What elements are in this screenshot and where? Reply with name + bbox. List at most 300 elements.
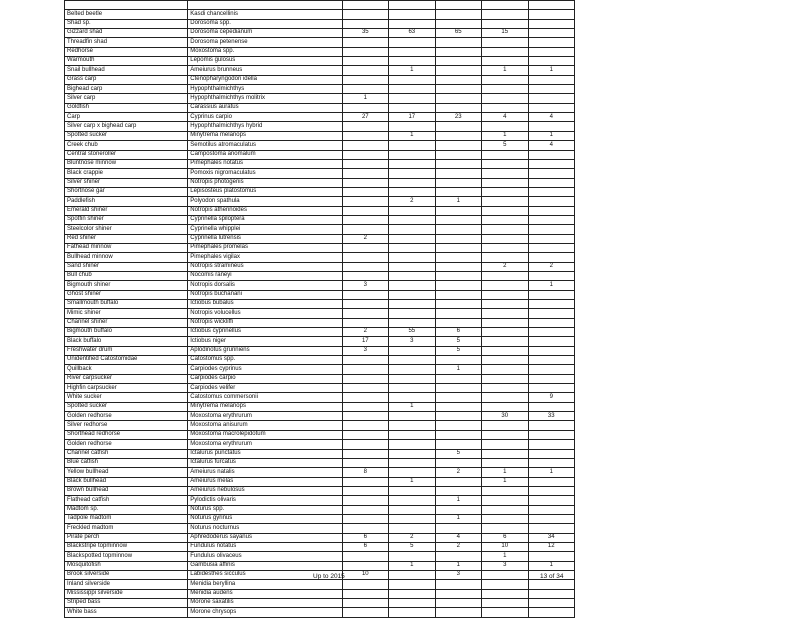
count-cell — [528, 608, 575, 617]
table-row — [65, 458, 575, 467]
scientific-name-cell: Menidia audens — [188, 589, 342, 598]
count-cell — [389, 75, 435, 84]
common-name-cell: Madtom sp. — [65, 505, 188, 514]
count-cell — [435, 215, 481, 224]
scientific-name-cell: Ameiurus nebulosus — [188, 486, 342, 495]
count-cell — [389, 122, 435, 131]
count-cell — [528, 421, 575, 430]
count-cell: 6 — [342, 542, 388, 551]
table-row — [65, 300, 575, 309]
table-row — [65, 94, 575, 103]
count-cell — [435, 589, 481, 598]
common-name-cell: Flathead catfish — [65, 496, 188, 505]
table-row — [65, 243, 575, 252]
count-cell — [389, 215, 435, 224]
count-cell — [528, 47, 575, 56]
count-cell — [389, 290, 435, 299]
table-row — [65, 281, 575, 290]
count-cell — [389, 178, 435, 187]
table-row — [65, 253, 575, 262]
count-cell — [389, 458, 435, 467]
count-cell: 9 — [528, 393, 575, 402]
common-name-cell: Brown bullhead — [65, 486, 188, 495]
count-cell — [482, 328, 528, 337]
scientific-name-cell: Carpiodes cyprinus — [188, 365, 342, 374]
common-name-cell: Shorthead redhorse — [65, 430, 188, 439]
scientific-name-cell: Carpiodes carpio — [188, 374, 342, 383]
count-cell — [528, 122, 575, 131]
scientific-name-cell: Carpiodes velifer — [188, 384, 342, 393]
common-name-cell: Blue catfish — [65, 458, 188, 467]
count-cell: 5 — [482, 141, 528, 150]
count-cell: 6 — [342, 533, 388, 542]
count-cell — [482, 374, 528, 383]
count-cell — [435, 430, 481, 439]
count-cell — [528, 356, 575, 365]
count-cell — [389, 496, 435, 505]
table-row — [65, 225, 575, 234]
count-cell — [528, 365, 575, 374]
count-cell — [482, 234, 528, 243]
table-row — [65, 38, 575, 47]
scientific-name-cell: Minytrema melanops — [188, 131, 342, 140]
common-name-cell: Goldfish — [65, 103, 188, 112]
count-cell — [342, 477, 388, 486]
scientific-name-cell — [188, 1, 342, 10]
scientific-name-cell: Ictalurus furcatus — [188, 458, 342, 467]
table-row — [65, 514, 575, 523]
count-cell: 1 — [389, 477, 435, 486]
count-cell — [435, 309, 481, 318]
count-cell — [342, 10, 388, 19]
count-cell — [482, 103, 528, 112]
common-name-cell: Silver carp x bighead carp — [65, 122, 188, 131]
scientific-name-cell: Kasdi chancellinis — [188, 10, 342, 19]
table-row — [65, 580, 575, 589]
scientific-name-cell: Notropis photogenis — [188, 178, 342, 187]
count-cell — [435, 19, 481, 28]
count-cell — [435, 505, 481, 514]
scientific-name-cell: Cyprinella lutrensis — [188, 234, 342, 243]
scientific-name-cell: Polyodon spathula — [188, 197, 342, 206]
count-cell — [342, 430, 388, 439]
table-row — [65, 234, 575, 243]
count-cell — [482, 271, 528, 280]
count-cell — [528, 458, 575, 467]
count-cell — [389, 421, 435, 430]
count-cell — [435, 290, 481, 299]
count-cell — [482, 290, 528, 299]
count-cell: 1 — [435, 561, 481, 570]
table-row — [65, 113, 575, 122]
count-cell — [389, 430, 435, 439]
count-cell — [435, 131, 481, 140]
count-cell — [435, 103, 481, 112]
footer-date: Up to 2015 — [313, 573, 345, 580]
count-cell — [528, 159, 575, 168]
count-cell: 1 — [482, 66, 528, 75]
count-cell — [482, 243, 528, 252]
count-cell — [389, 253, 435, 262]
count-cell — [482, 356, 528, 365]
scientific-name-cell: Ameiurus brunneus — [188, 66, 342, 75]
count-cell — [389, 468, 435, 477]
count-cell — [435, 94, 481, 103]
common-name-cell: Mississippi silverside — [65, 589, 188, 598]
count-cell — [528, 215, 575, 224]
common-name-cell: Unidentified Catostomidae — [65, 356, 188, 365]
count-cell — [435, 243, 481, 252]
count-cell — [482, 570, 528, 579]
count-cell: 15 — [482, 29, 528, 38]
count-cell — [482, 599, 528, 608]
table-row — [65, 206, 575, 215]
count-cell — [482, 486, 528, 495]
scientific-name-cell: Notropis wickliffi — [188, 318, 342, 327]
scientific-name-cell: Dorosoma spp. — [188, 19, 342, 28]
table-row — [65, 533, 575, 542]
count-cell — [435, 75, 481, 84]
count-cell — [435, 421, 481, 430]
scientific-name-cell: Pimephales vigilax — [188, 253, 342, 262]
table-row — [65, 496, 575, 505]
table-row — [65, 599, 575, 608]
count-cell — [482, 440, 528, 449]
count-cell — [528, 524, 575, 533]
count-cell — [342, 169, 388, 178]
count-cell — [389, 570, 435, 579]
scientific-name-cell: Campostoma anomalum — [188, 150, 342, 159]
count-cell — [435, 608, 481, 617]
table-row — [65, 608, 575, 617]
count-cell — [342, 599, 388, 608]
count-cell — [342, 141, 388, 150]
count-cell: 23 — [435, 113, 481, 122]
common-name-cell: Warmouth — [65, 57, 188, 66]
count-cell — [482, 10, 528, 19]
count-cell: 3 — [342, 346, 388, 355]
count-cell — [482, 449, 528, 458]
count-cell — [528, 514, 575, 523]
count-cell — [342, 580, 388, 589]
table-row — [65, 412, 575, 421]
scientific-name-cell: Dorosoma cepedianum — [188, 29, 342, 38]
count-cell — [482, 524, 528, 533]
count-cell: 8 — [342, 468, 388, 477]
count-cell — [389, 10, 435, 19]
common-name-cell: Central stoneroller — [65, 150, 188, 159]
count-cell — [435, 169, 481, 178]
count-cell — [389, 57, 435, 66]
scientific-name-cell: Noturus nocturnus — [188, 524, 342, 533]
count-cell — [389, 281, 435, 290]
common-name-cell: Striped bass — [65, 599, 188, 608]
count-cell — [528, 589, 575, 598]
count-cell — [482, 496, 528, 505]
scientific-name-cell: Semotilus atromaculatus — [188, 141, 342, 150]
scientific-name-cell: Pylodictis olivaris — [188, 496, 342, 505]
count-cell: 4 — [435, 533, 481, 542]
count-cell — [389, 309, 435, 318]
table-row — [65, 131, 575, 140]
table-row — [65, 589, 575, 598]
count-cell: 2 — [435, 542, 481, 551]
count-cell: 1 — [435, 365, 481, 374]
count-cell: 33 — [528, 412, 575, 421]
count-cell — [435, 281, 481, 290]
table-row — [65, 290, 575, 299]
scientific-name-cell: Catostomus spp. — [188, 356, 342, 365]
count-cell — [342, 197, 388, 206]
count-cell: 1 — [389, 66, 435, 75]
count-cell — [435, 524, 481, 533]
common-name-cell: Sand shiner — [65, 262, 188, 271]
count-cell: 34 — [528, 533, 575, 542]
count-cell — [528, 496, 575, 505]
table-row — [65, 430, 575, 439]
count-cell — [528, 384, 575, 393]
count-cell — [435, 262, 481, 271]
table-row — [65, 271, 575, 280]
count-cell — [342, 253, 388, 262]
count-cell — [342, 66, 388, 75]
count-cell — [389, 524, 435, 533]
common-name-cell: Red shiner — [65, 234, 188, 243]
table-row — [65, 421, 575, 430]
scientific-name-cell: Pimephales notatus — [188, 159, 342, 168]
count-cell — [389, 580, 435, 589]
count-cell: 3 — [482, 561, 528, 570]
table-row — [65, 468, 575, 477]
count-cell: 4 — [528, 113, 575, 122]
count-cell — [528, 580, 575, 589]
count-cell — [528, 552, 575, 561]
count-cell — [482, 402, 528, 411]
count-cell: 2 — [482, 262, 528, 271]
count-cell: 2 — [389, 533, 435, 542]
count-cell: 2 — [342, 234, 388, 243]
scientific-name-cell: Cyprinus carpio — [188, 113, 342, 122]
common-name-cell: Channel catfish — [65, 449, 188, 458]
count-cell — [482, 393, 528, 402]
scientific-name-cell: Gambusia affinis — [188, 561, 342, 570]
count-cell — [342, 393, 388, 402]
table-row — [65, 187, 575, 196]
count-cell — [482, 122, 528, 131]
table-row — [65, 159, 575, 168]
count-cell — [342, 608, 388, 617]
table-row — [65, 178, 575, 187]
common-name-cell: Mimic shiner — [65, 309, 188, 318]
count-cell: 1 — [482, 468, 528, 477]
common-name-cell: Golden redhorse — [65, 412, 188, 421]
scientific-name-cell: Notropis volucellus — [188, 309, 342, 318]
common-name-cell: Paddlefish — [65, 197, 188, 206]
count-cell — [389, 243, 435, 252]
count-cell — [482, 197, 528, 206]
table-row — [65, 337, 575, 346]
count-cell: 6 — [482, 533, 528, 542]
count-cell — [389, 318, 435, 327]
count-cell — [342, 187, 388, 196]
count-cell — [389, 412, 435, 421]
count-cell — [389, 47, 435, 56]
count-cell: 10 — [482, 542, 528, 551]
common-name-cell: Bighead carp — [65, 85, 188, 94]
species-table-body — [65, 1, 575, 618]
scientific-name-cell: Notropis dorsalis — [188, 281, 342, 290]
count-cell — [482, 57, 528, 66]
scientific-name-cell: Moxostoma erythrurum — [188, 440, 342, 449]
count-cell: 1 — [435, 496, 481, 505]
common-name-cell: Black crappie — [65, 169, 188, 178]
count-cell — [482, 85, 528, 94]
count-cell — [342, 178, 388, 187]
scientific-name-cell: Ictiobus cyprinellus — [188, 328, 342, 337]
count-cell — [342, 552, 388, 561]
common-name-cell: Highfin carpsucker — [65, 384, 188, 393]
count-cell — [482, 47, 528, 56]
count-cell: 30 — [482, 412, 528, 421]
count-cell — [435, 402, 481, 411]
count-cell — [389, 514, 435, 523]
count-cell — [389, 505, 435, 514]
count-cell: 1 — [389, 131, 435, 140]
count-cell — [435, 206, 481, 215]
count-cell — [528, 328, 575, 337]
common-name-cell: Brook silverside — [65, 570, 188, 579]
count-cell — [342, 365, 388, 374]
count-cell — [389, 384, 435, 393]
common-name-cell: Threadfin shad — [65, 38, 188, 47]
scientific-name-cell: Lepomis gulosus — [188, 57, 342, 66]
count-cell — [435, 150, 481, 159]
count-cell — [342, 412, 388, 421]
count-cell — [389, 374, 435, 383]
count-cell — [435, 458, 481, 467]
count-cell — [342, 402, 388, 411]
count-cell — [528, 1, 575, 10]
count-cell: 1 — [528, 131, 575, 140]
count-cell — [342, 1, 388, 10]
count-cell — [389, 187, 435, 196]
table-row — [65, 309, 575, 318]
count-cell: 1 — [389, 402, 435, 411]
count-cell — [342, 122, 388, 131]
count-cell — [482, 430, 528, 439]
common-name-cell: Channel shiner — [65, 318, 188, 327]
count-cell — [435, 393, 481, 402]
table-row — [65, 384, 575, 393]
count-cell — [482, 337, 528, 346]
common-name-cell: Silver shiner — [65, 178, 188, 187]
count-cell — [528, 309, 575, 318]
count-cell: 63 — [389, 29, 435, 38]
count-cell — [389, 393, 435, 402]
count-cell — [482, 1, 528, 10]
count-cell — [342, 384, 388, 393]
common-name-cell: Black buffalo — [65, 337, 188, 346]
count-cell — [528, 374, 575, 383]
table-row — [65, 47, 575, 56]
table-row — [65, 449, 575, 458]
scientific-name-cell: Carassius auratus — [188, 103, 342, 112]
count-cell — [482, 346, 528, 355]
common-name-cell: Quillback — [65, 365, 188, 374]
table-row — [65, 262, 575, 271]
scientific-name-cell: Noturus spp. — [188, 505, 342, 514]
table-row — [65, 1, 575, 10]
count-cell — [389, 94, 435, 103]
common-name-cell: Blackstripe topminnow — [65, 542, 188, 551]
count-cell — [342, 150, 388, 159]
common-name-cell: Fathead minnow — [65, 243, 188, 252]
count-cell: 1 — [482, 552, 528, 561]
common-name-cell: Tadpole madtom — [65, 514, 188, 523]
count-cell — [342, 300, 388, 309]
common-name-cell: Creek chub — [65, 141, 188, 150]
count-cell — [342, 496, 388, 505]
common-name-cell: Bull chub — [65, 271, 188, 280]
count-cell — [528, 234, 575, 243]
scientific-name-cell: Hypophthalmichthys molitrix — [188, 94, 342, 103]
count-cell: 1 — [528, 561, 575, 570]
count-cell: 1 — [528, 66, 575, 75]
table-row — [65, 365, 575, 374]
common-name-cell: Spotted sucker — [65, 131, 188, 140]
count-cell — [482, 169, 528, 178]
common-name-cell: Inland silverside — [65, 580, 188, 589]
scientific-name-cell: Morone chrysops — [188, 608, 342, 617]
scientific-name-cell: Notropis stramineus — [188, 262, 342, 271]
count-cell — [389, 589, 435, 598]
count-cell — [342, 262, 388, 271]
count-cell — [342, 159, 388, 168]
count-cell — [389, 159, 435, 168]
count-cell — [342, 215, 388, 224]
count-cell — [389, 103, 435, 112]
count-cell — [482, 514, 528, 523]
count-cell — [342, 85, 388, 94]
count-cell — [342, 57, 388, 66]
scientific-name-cell: Morone saxatilis — [188, 599, 342, 608]
common-name-cell: Mosquitofish — [65, 561, 188, 570]
count-cell: 1 — [435, 197, 481, 206]
count-cell — [528, 75, 575, 84]
table-row — [65, 524, 575, 533]
count-cell: 65 — [435, 29, 481, 38]
count-cell — [528, 486, 575, 495]
count-cell — [482, 19, 528, 28]
count-cell — [342, 271, 388, 280]
scientific-name-cell: Hypophthalmichthys — [188, 85, 342, 94]
count-cell — [342, 458, 388, 467]
table-row — [65, 66, 575, 75]
species-table — [64, 0, 575, 618]
scientific-name-cell: Menidia beryllina — [188, 580, 342, 589]
count-cell — [342, 131, 388, 140]
count-cell — [482, 505, 528, 514]
count-cell — [435, 580, 481, 589]
count-cell — [528, 10, 575, 19]
count-cell — [389, 225, 435, 234]
common-name-cell: Emerald shiner — [65, 206, 188, 215]
count-cell — [389, 169, 435, 178]
table-row — [65, 542, 575, 551]
count-cell — [528, 477, 575, 486]
common-name-cell: Belted beetle — [65, 10, 188, 19]
species-table-container — [64, 0, 575, 618]
